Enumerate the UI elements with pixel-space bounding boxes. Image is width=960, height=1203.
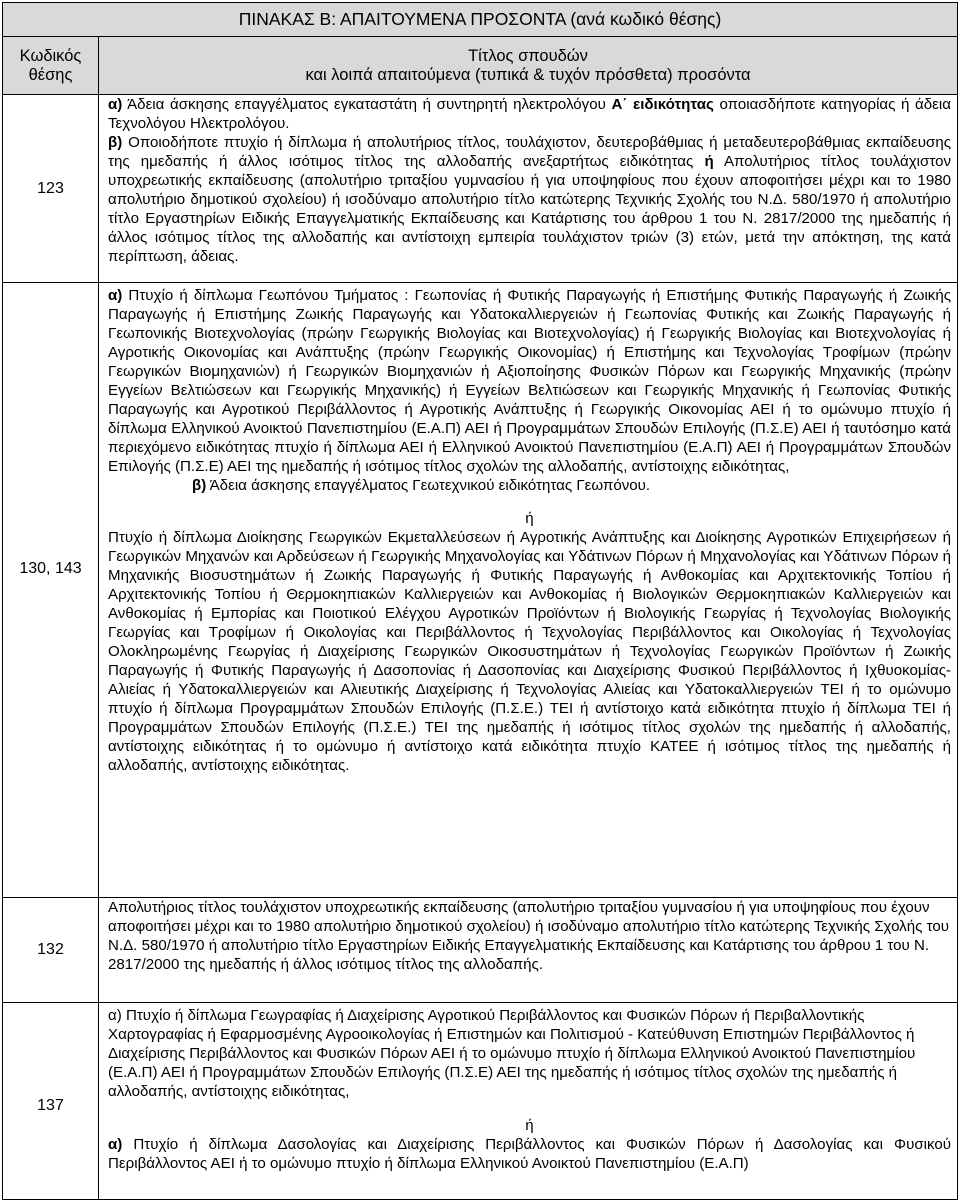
item-text: Άδεια άσκησης επαγγέλματος Γεωτεχνικού ειδικότητας Γεωπόνου. [206, 476, 651, 494]
spacer [108, 1102, 951, 1117]
item-emphasis: Α΄ ειδικότητας [611, 96, 714, 113]
position-code: 132 [3, 898, 99, 1003]
qualification-a [108, 96, 951, 134]
item-label: α) [108, 96, 123, 113]
header-qual-line2: και λοιπά απαιτούμενα (τυπικά & τυχόν πρόσθετα) προσόντα [305, 65, 751, 84]
or-separator: ή [525, 1116, 534, 1134]
qualification-cell: Απολυτήριος τίτλος τουλάχιστον υποχρεωτικής εκπαίδευσης (απολυτήριο τριταξίου γυμνασίου ή για υποψηφίους που έχουν αποφοιτήσει μέχρι και το 1980 απολυτήριο δημοτικού σχολείου) ή ισοδύναμο απολυτήριο τίτλο κατώτερης Τεχνικής Σχολής του Ν.Δ. 580/1970 ή απολυτήριο τίτλο Εργαστηρίων Ειδικής Επαγγελματικής Εκπαίδευσης και Κατάρτισης του άρθρου 1 του Ν. 2817/2000 της ημεδαπής ή άλλος ισότιμος τίτλος της αλλοδαπής. [99, 898, 958, 1003]
header-qual-line1: Τίτλος σπουδών [468, 46, 588, 65]
position-code [3, 1003, 99, 1200]
qualification-a [108, 287, 951, 477]
qualification-b [108, 477, 951, 496]
item-label: α) [108, 1135, 123, 1153]
item-text: Άδεια άσκησης επαγγέλματος εγκαταστάτη ή συντηρητή ηλεκτρολόγου [122, 96, 612, 113]
item-text: Απολυτήριος τίτλος τουλάχιστον υποχρεωτικής εκπαίδευσης (απολυτήριο τριταξίου γυμνασίου ή για υποψηφίους που έχουν αποφοιτήσει μέχρι και το 1980 απολυτήριο δημοτικού σχολείου) ή ισοδύναμο απολυτήριο τίτλο κατώτερης Τεχνικής Σχολής του Ν.Δ. 580/1970 ή απολυτήριο τίτλο Εργαστηρίων Ειδικής Επαγγελματικής Εκπαίδευσης και Κατάρτισης του άρθρου 1 του Ν. 2817/2000 της ημεδαπής ή άλλος ισότιμος τίτλος της αλλοδαπής και αντίστοιχη εμπειρία τουλάχιστον τριών (3) ετών, μετά την απόκτηση, της κατά περίπτωση, άδειας. [108, 152, 952, 265]
item-emphasis: ή [704, 152, 714, 170]
qualification-cell [99, 283, 958, 898]
qualification-cell [99, 1003, 958, 1200]
item-text: οποιασδήποτε κατηγορίας ή άδεια Τεχνολόγου Ηλεκτρολόγου. [108, 96, 951, 132]
header-code-line2: θέσης [28, 65, 73, 84]
qualification-b [108, 1136, 951, 1174]
header-code-line1: Κωδικός [19, 46, 82, 65]
qualification-b [108, 134, 951, 267]
item-label: α) [108, 287, 123, 304]
qualification-c: Πτυχίο ή δίπλωμα Διοίκησης Γεωργικών Εκμεταλλεύσεων ή Αγροτικής Ανάπτυξης και Διοίκησης Αγροτικών Επιχειρήσεων ή Γεωργικών Μηχανών και Αρδεύσεων ή Γεωργικής Μηχανολογίας και Υδάτινων Πόρων ή Μηχανολογίας και Υδάτινων Πόρων ή Μηχανικής Βιοσυστημάτων ή Ζωικής Παραγωγής ή Φυτικής Παραγωγής ή Ανθοκομίας και Αρχιτεκτονικής Τοπίου ή Αρχιτεκτονικής Τοπίου ή Θερμοκηπιακών Καλλιεργειών και Ανθοκομίας ή Βιολογικών Θερμοκηπιακών Καλλιεργειών και Ανθοκομίας ή Εμπορίας και Ποιοτικού Ελέγχου Αγροτικών Προϊόντων ή Βιολογικής Γεωργίας ή Τεχνολογίας Βιολογικής Γεωργίας και Τροφίμων ή Οικολογίας και Περιβάλλοντος ή Τεχνολογίας Περιβάλλοντος και Οικολογίας ή Τεχνολογίας Ολοκληρωμένης Γεωργίας ή Διαχείρισης Γεωργικών Οικοσυστημάτων ή Τεχνολογίας Γεωργικών Προϊόντων ή Ζωικής Παραγωγής ή Φυτικής Παραγωγής ή Δασοπονίας ή Δασοπονίας και Διαχείρισης Φυσικού Περιβάλλοντος ή Ιχθυοκομίας-Αλιείας ή Υδατοκαλλιεργειών και Αλιευτικής Διαχείρισης ή Τεχνολογίας Αλιείας και Υδατοκαλλιεργειών ΤΕΙ ή το ομώνυμο πτυχίο ή δίπλωμα Προγραμμάτων Σπουδών Επιλογής (Π.Σ.Ε.) ΤΕΙ ή αντίστοιχο κατά ειδικότητα πτυχίο ή δίπλωμα ΤΕΙ ή Προγραμμάτων Σπουδών Επιλογής (Π.Σ.Ε.) ΤΕΙ της ημεδαπής ή ισότιμος τίτλος σχολών της ημεδαπής ή αλλοδαπής, αντίστοιχης ειδικότητας ή το ομώνυμο ή αντίστοιχο κατά ειδικότητα πτυχίο ΚΑΤΕΕ ή ισότιμος τίτλος της ημεδαπής ή αλλοδαπής, αντίστοιχης ειδικότητας. [108, 529, 952, 774]
title-row [3, 3, 958, 37]
qualification-a: α) Πτυχίο ή δίπλωμα Γεωγραφίας ή Διαχείρισης Αγροτικού Περιβάλλοντος και Φυσικών Πόρων ή Περιβαλλοντικής Χαρτογραφίας ή Εφαρμοσμένης Αγροοικολογίας ή Επιστημών και Πολιτισμού - Κατεύθυνση Επιστημών Περιβάλλοντος ή Διαχείρισης Περιβάλλοντος και Φυσικών Πόρων ΑΕΙ ή το ομώνυμο πτυχίο ή δίπλωμα Ελληνικού Ανοικτού Πανεπιστημίου (Ε.Α.Π) ΑΕΙ ή Προγραμμάτων Σπουδών Επιλογής (Π.Σ.Ε) ΑΕΙ της ημεδαπής ή ισότιμος τίτλος σχολών της ημεδαπής ή αλλοδαπής, αντίστοιχης ειδικότητας, [108, 1007, 916, 1100]
position-code: 123 [3, 95, 99, 283]
table-row [3, 283, 958, 898]
position-code-text: 130, 143 [19, 560, 82, 577]
table-row [3, 898, 958, 1003]
item-text: Οποιοδήποτε πτυχίο ή δίπλωμα ή απολυτήριος τίτλος, τουλάχιστον, δευτεροβάθμιας ή μεταδευτεροβάθμιας εκπαίδευσης της ημεδαπής ή άλλος ισότιμος τίτλος της αλλοδαπής ανεξαρτήτως ειδικότητας [108, 133, 952, 170]
spacer [108, 495, 951, 510]
table-title: ΠΙΝΑΚΑΣ Β: ΑΠΑΙΤΟΥΜΕΝΑ ΠΡΟΣΟΝΤΑ (ανά κωδικό θέσης) [3, 3, 958, 37]
requirements-table [2, 2, 958, 1200]
item-text: Πτυχίο ή δίπλωμα Δασολογίας και Διαχείρισης Περιβάλλοντος και Φυσικών Πόρων ή Δασολογίας και Φυσικού Περιβάλλοντος ΑΕΙ ή το ομώνυμο πτυχίο ή δίπλωμα Ελληνικού Ανοικτού Πανεπιστημίου (Ε.Α.Π) [108, 1135, 952, 1172]
header-code [3, 37, 99, 95]
header-qualifications [99, 37, 958, 95]
table-row [3, 1003, 958, 1200]
or-separator: ή [525, 510, 534, 528]
position-code-text: 137 [37, 1097, 64, 1114]
item-text: Πτυχίο ή δίπλωμα Γεωπόνου Τμήματος : Γεωπονίας ή Φυτικής Παραγωγής ή Επιστήμης Φυτικής Παραγωγής ή Ζωικής Παραγωγής ή Επιστήμης Ζωικής Παραγωγής και Υδατοκαλλιεργειών ή Γεωπονίας Φυτικής και Ζωικής Παραγωγής ή Γεωπονικής Βιοτεχνολογίας (πρώην Γεωργικής Βιολογίας και Βιοτεχνολογίας) ή Γεωργικής Βιολογίας και Βιοτεχνολογίας ή Αγροτικής Οικονομίας και Ανάπτυξης (πρώην Γεωργικής Οικονομίας) ή Επιστήμης και Τεχνολογίας Τροφίμων (πρώην Γεωργικών Βιομηχανιών) ή Γεωργικών Βιομηχανιών ή Αξιοποίησης Φυσικών Πόρων και Γεωργικής Μηχανικής (πρώην Εγγείων Βελτιώσεων και Γεωργικής Μηχανικής) ή Εγγείων Βελτιώσεων και Γεωργικής Μηχανικής ή Γεωπονίας Φυτικής Παραγωγής και Αγροτικού Περιβάλλοντος ή Αγροτικής Ανάπτυξης ή Γεωργικής Οικονομίας ΑΕΙ ή το ομώνυμο πτυχίο ή δίπλωμα Ελληνικού Ανοικτού Πανεπιστημίου (Ε.Α.Π) ΑΕΙ ή Προγραμμάτων Σπουδών Επιλογής (Π.Σ.Ε) ΑΕΙ ή ταυτόσημο κατά περιεχόμενο ειδικότητας πτυχίο ή δίπλωμα ΑΕΙ ή Ελληνικού Ανοικτού Πανεπιστημίου (Ε.Α.Π) ΑΕΙ ή Προγραμμάτων Σπουδών Επιλογής (Π.Σ.Ε) ΑΕΙ της ημεδαπής ή ισότιμος τίτλος σχολών της αλλοδαπής, αντίστοιχης ειδικότητας, [108, 287, 952, 475]
item-label: β) [192, 476, 207, 494]
item-label: β) [108, 133, 123, 151]
header-row [3, 37, 958, 95]
qualification-cell [99, 95, 958, 283]
position-code [3, 283, 99, 898]
table-row [3, 95, 958, 283]
